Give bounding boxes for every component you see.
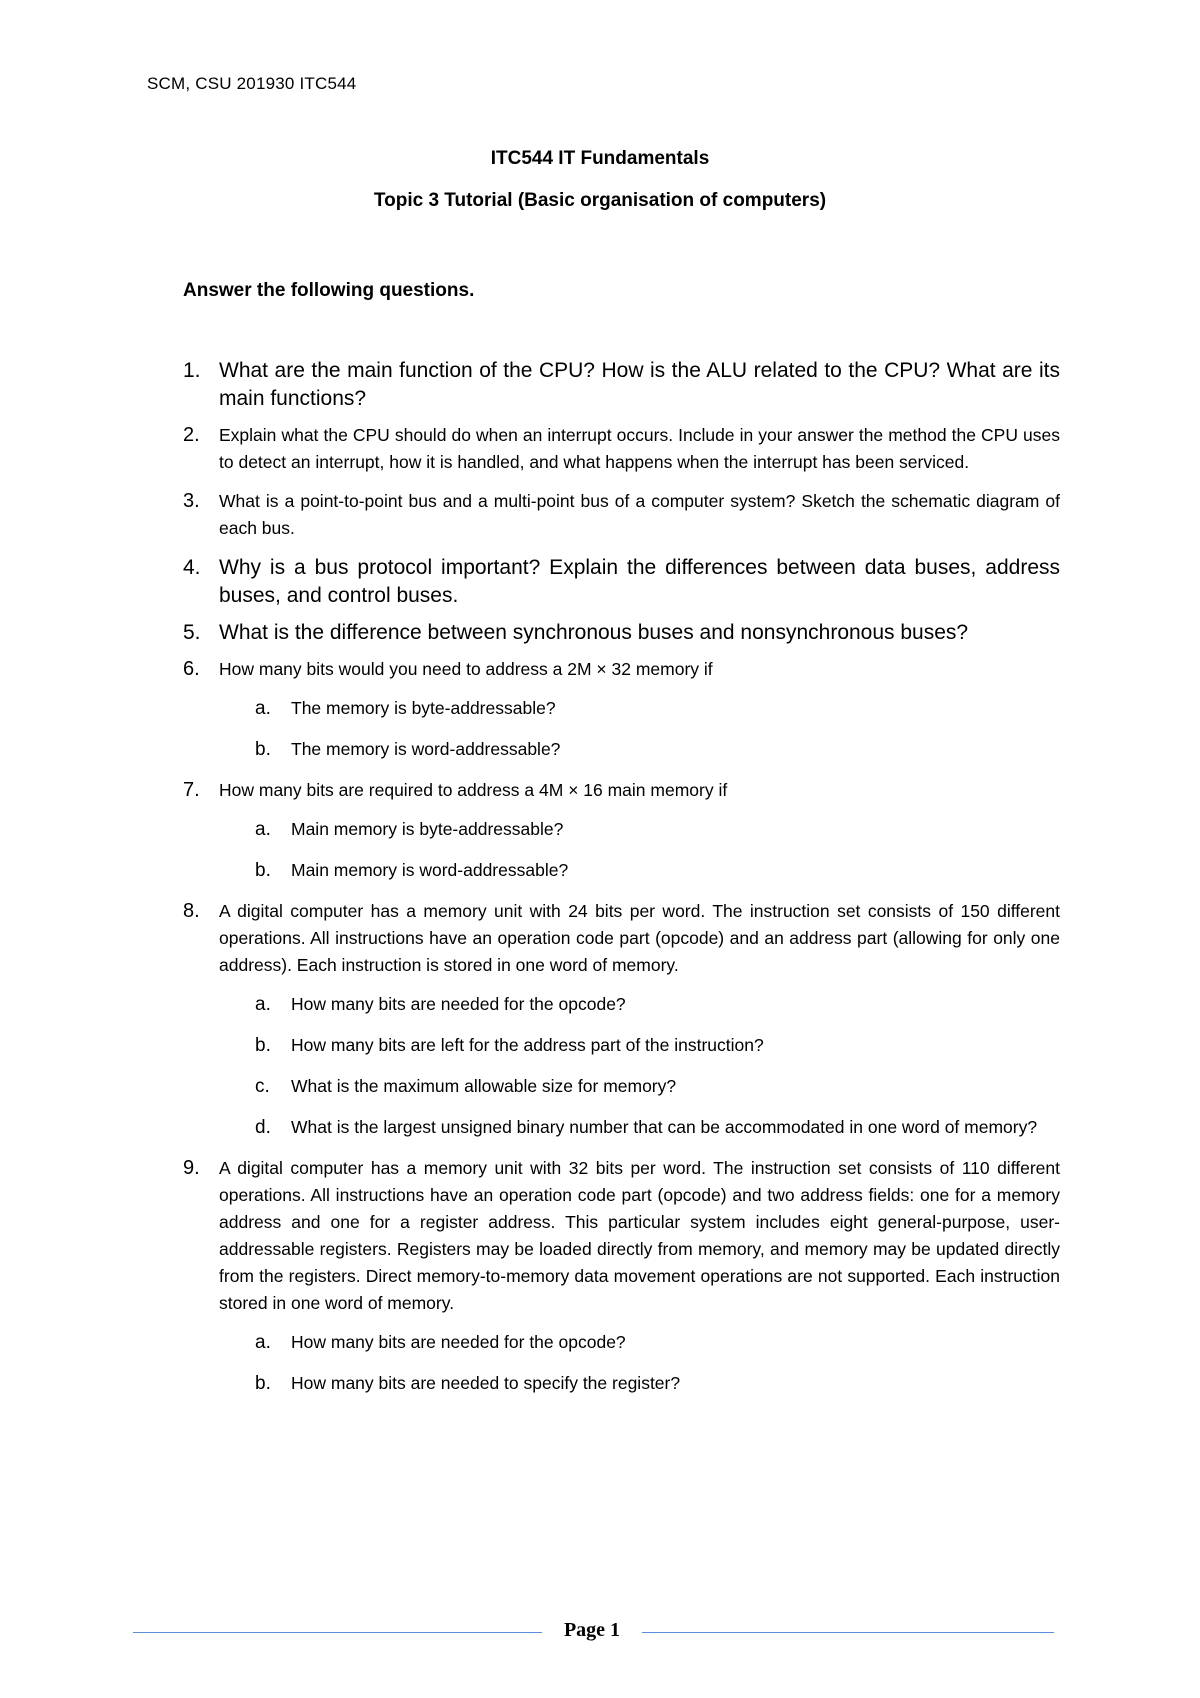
sub-question-text: What is the maximum allowable size for memory? [291, 1076, 677, 1096]
sub-question-letter: a. [255, 1332, 271, 1353]
question-number: 8. [183, 900, 200, 922]
sub-question-list [219, 991, 1060, 1141]
sub-question-text: Main memory is word-addressable? [291, 860, 569, 880]
sub-question [219, 695, 1060, 722]
question-1 [183, 357, 1060, 413]
sub-question [219, 1329, 1060, 1356]
sub-question [219, 736, 1060, 763]
sub-question-letter: b. [255, 860, 271, 881]
question-number: 5. [183, 621, 201, 644]
question-number: 1. [183, 359, 201, 382]
sub-question [219, 1073, 1060, 1100]
sub-question-text: How many bits are needed for the opcode? [291, 994, 626, 1014]
sub-question [219, 1032, 1060, 1059]
sub-question-list [219, 695, 1060, 763]
sub-question-letter: b. [255, 739, 271, 760]
question-text: A digital computer has a memory unit with 32 bits per word. The instruction set consists of 110 different operations. All instructions have an operation code part (opcode) and two address fields: one for a memory address and one for a register address. This particular system includes eight general-purpose, user-addressable registers. Registers may be loaded directly from memory, and memory may be updated directly from the registers. Direct memory-to-memory data movement operations are not supported. Each instruction stored in one word of memory. [219, 1158, 1060, 1313]
question-text: A digital computer has a memory unit with 24 bits per word. The instruction set consists of 150 different operations. All instructions have an operation code part (opcode) and an address part (allowing for only one address). Each instruction is stored in one word of memory. [219, 901, 1060, 975]
question-4 [183, 554, 1060, 610]
question-2 [183, 422, 1060, 476]
question-8 [183, 898, 1060, 1141]
question-number: 4. [183, 556, 201, 579]
question-5 [183, 619, 1060, 647]
question-text: Explain what the CPU should do when an interrupt occurs. Include in your answer the method the CPU uses to detect an interrupt, how it is handled, and what happens when the interrupt has been serviced. [219, 425, 1060, 472]
sub-question-letter: a. [255, 994, 271, 1015]
sub-question-text: How many bits are needed for the opcode? [291, 1332, 626, 1352]
question-text: What is a point-to-point bus and a multi-point bus of a computer system? Sketch the schematic diagram of each bus. [219, 491, 1060, 538]
question-text: What are the main function of the CPU? How is the ALU related to the CPU? What are its main functions? [219, 359, 1060, 410]
question-number: 7. [183, 779, 200, 801]
sub-question-text: How many bits are needed to specify the register? [291, 1373, 681, 1393]
sub-question-text: The memory is word-addressable? [291, 739, 561, 759]
question-number: 6. [183, 658, 200, 680]
footer-rule-right [642, 1632, 1054, 1633]
sub-question-text: The memory is byte-addressable? [291, 698, 556, 718]
question-number: 9. [183, 1157, 200, 1179]
sub-question [219, 857, 1060, 884]
sub-question [219, 991, 1060, 1018]
sub-question-list [219, 1329, 1060, 1397]
sub-question-text: What is the largest unsigned binary number that can be accommodated in one word of memory? [291, 1117, 1038, 1137]
document-subtitle: Topic 3 Tutorial (Basic organisation of computers) [373, 190, 827, 211]
sub-question-letter: c. [255, 1076, 270, 1097]
question-text: Why is a bus protocol important? Explain the differences between data buses, address buses, and control buses. [219, 556, 1060, 607]
sub-question-letter: b. [255, 1373, 271, 1394]
question-6 [183, 656, 1060, 763]
instruction-heading: Answer the following questions. [183, 280, 475, 301]
question-text: How many bits are required to address a 4M × 16 main memory if [219, 780, 728, 800]
sub-question-letter: b. [255, 1035, 271, 1056]
question-number: 2. [183, 424, 200, 446]
question-list [183, 357, 1060, 1411]
sub-question-letter: a. [255, 819, 271, 840]
page-number: Page 1 [563, 1619, 621, 1641]
sub-question-letter: a. [255, 698, 271, 719]
sub-question [219, 816, 1060, 843]
sub-question [219, 1114, 1060, 1141]
sub-question-letter: d. [255, 1117, 271, 1138]
question-7 [183, 777, 1060, 884]
question-9 [183, 1155, 1060, 1397]
sub-question-list [219, 816, 1060, 884]
page-header: SCM, CSU 201930 ITC544 [147, 74, 357, 93]
document-title: ITC544 IT Fundamentals [490, 148, 710, 169]
sub-question-text: How many bits are left for the address part of the instruction? [291, 1035, 764, 1055]
footer-rule-left [133, 1632, 542, 1633]
question-number: 3. [183, 490, 200, 512]
question-text: What is the difference between synchronous buses and nonsynchronous buses? [219, 621, 969, 644]
question-3 [183, 488, 1060, 542]
sub-question [219, 1370, 1060, 1397]
question-text: How many bits would you need to address a 2M × 32 memory if [219, 659, 713, 679]
sub-question-text: Main memory is byte-addressable? [291, 819, 564, 839]
